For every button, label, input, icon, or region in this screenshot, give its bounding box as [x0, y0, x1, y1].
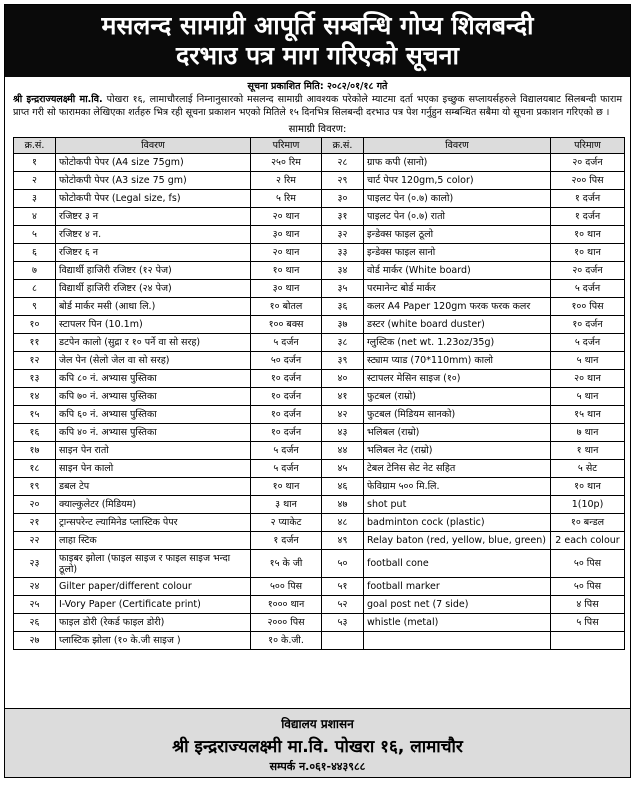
- item-number-left: २४: [14, 578, 56, 596]
- item-quantity-right: ५० पिस: [551, 550, 625, 578]
- item-description-right: इन्डेक्स फाइल सानो: [364, 244, 551, 262]
- item-quantity-left: ५ दर्जन: [251, 442, 322, 460]
- item-description-right: football cone: [364, 550, 551, 578]
- item-description-right: टेबल टेनिस सेट नेट सहित: [364, 460, 551, 478]
- footer: [5, 708, 630, 777]
- item-number-right: ३१: [322, 208, 364, 226]
- item-description-right: इन्डेक्स फाइल ठूलो: [364, 226, 551, 244]
- item-number-right: ३४: [322, 262, 364, 280]
- item-number-left: १७: [14, 442, 56, 460]
- item-quantity-right: ५ थान: [551, 388, 625, 406]
- item-quantity-right: 1(10p): [551, 496, 625, 514]
- header-description-left: विवरण: [56, 138, 251, 154]
- table-header-row: [14, 138, 625, 154]
- item-description-right: भलिबल नेट (राम्रो): [364, 442, 551, 460]
- item-number-right: ५३: [322, 614, 364, 632]
- item-description-right: परमानेन्ट बोर्ड मार्कर: [364, 280, 551, 298]
- item-quantity-right: १५ थान: [551, 406, 625, 424]
- item-quantity-left: २५० रिम: [251, 154, 322, 172]
- item-description-right: डस्टर (white board duster): [364, 316, 551, 334]
- item-number-left: ३: [14, 190, 56, 208]
- item-description-right: स्टापलर मेसिन साइज (१०): [364, 370, 551, 388]
- item-description-right: ग्राफ कपी (सानो): [364, 154, 551, 172]
- item-quantity-right: ५ पिस: [551, 614, 625, 632]
- item-quantity-left: २ प्याकेट: [251, 514, 322, 532]
- table-row: [14, 226, 625, 244]
- item-number-left: ९: [14, 298, 56, 316]
- item-quantity-left: २ रिम: [251, 172, 322, 190]
- table-row: [14, 298, 625, 316]
- item-description-left: जेल पेन (सेलो जेल वा सो सरह): [56, 352, 251, 370]
- item-quantity-right: १० थान: [551, 226, 625, 244]
- item-description-left: फाइबर झोला (फाइल साइज र फाइल साइज भन्दा ठूलो): [56, 550, 251, 578]
- table-row: [14, 496, 625, 514]
- table-row: [14, 154, 625, 172]
- item-quantity-right: १ दर्जन: [551, 208, 625, 226]
- table-row: [14, 514, 625, 532]
- item-number-left: १८: [14, 460, 56, 478]
- table-row: [14, 352, 625, 370]
- item-number-left: ७: [14, 262, 56, 280]
- item-number-right: ३३: [322, 244, 364, 262]
- item-quantity-left: २० थान: [251, 208, 322, 226]
- item-number-right: ४४: [322, 442, 364, 460]
- item-quantity-right: ५ सेट: [551, 460, 625, 478]
- item-description-left: बोर्ड मार्कर मसी (आधा लि.): [56, 298, 251, 316]
- item-description-left: ट्रान्सपरेन्ट ल्यामिनेड प्लास्टिक पेपर: [56, 514, 251, 532]
- item-description-right: shot put: [364, 496, 551, 514]
- item-number-right: ३६: [322, 298, 364, 316]
- item-number-left: ४: [14, 208, 56, 226]
- item-quantity-right: १०० पिस: [551, 298, 625, 316]
- item-description-left: प्लास्टिक झोला (१० के.जी साइज ): [56, 632, 251, 650]
- table-row: [14, 532, 625, 550]
- item-number-right: ५०: [322, 550, 364, 578]
- item-number-left: १०: [14, 316, 56, 334]
- footer-contact: सम्पर्क न.०६१-४४३९८८: [269, 760, 366, 773]
- item-number-left: २३: [14, 550, 56, 578]
- title-line-2: दरभाउ पत्र माग गरिएको सूचना: [176, 41, 459, 70]
- item-quantity-right: २० थान: [551, 370, 625, 388]
- table-row: [14, 442, 625, 460]
- item-number-left: २५: [14, 596, 56, 614]
- table-row: [14, 334, 625, 352]
- item-quantity-right: १० दर्जन: [551, 316, 625, 334]
- item-number-left: १५: [14, 406, 56, 424]
- item-quantity-left: १००० थान: [251, 596, 322, 614]
- item-number-left: १६: [14, 424, 56, 442]
- item-quantity-left: १० दर्जन: [251, 388, 322, 406]
- item-number-right: ३२: [322, 226, 364, 244]
- item-number-left: ६: [14, 244, 56, 262]
- school-name-lead: श्री इन्द्रराज्यलक्ष्मी मा.वि.: [13, 94, 103, 105]
- item-number-left: २६: [14, 614, 56, 632]
- item-quantity-left: १० दर्जन: [251, 370, 322, 388]
- item-quantity-left: १ दर्जन: [251, 532, 322, 550]
- table-row: [14, 632, 625, 650]
- item-description-right: कलर A4 Paper 120gm फरक फरक कलर: [364, 298, 551, 316]
- item-description-left: कपि ८० नं. अभ्यास पुस्तिका: [56, 370, 251, 388]
- item-quantity-right: २० दर्जन: [551, 154, 625, 172]
- table-row: [14, 262, 625, 280]
- item-number-right: ४९: [322, 532, 364, 550]
- item-number-right: ४६: [322, 478, 364, 496]
- item-description-right: फेविग्राम ५०० मि.लि.: [364, 478, 551, 496]
- item-description-left: डटपेन कालो (सुद्रा र १० पर्ने वा सो सरह): [56, 334, 251, 352]
- item-number-left: २२: [14, 532, 56, 550]
- item-quantity-right: २० दर्जन: [551, 262, 625, 280]
- footer-school-name: श्री इन्द्रराज्यलक्ष्मी मा.वि. पोखरा १६, लामाचौर: [172, 737, 463, 757]
- header-quantity-right: परिमाण: [551, 138, 625, 154]
- item-quantity-right: १० थान: [551, 478, 625, 496]
- item-description-right: वोर्ड मार्कर (White board): [364, 262, 551, 280]
- item-number-right: ४५: [322, 460, 364, 478]
- title-banner: [5, 5, 630, 77]
- item-description-right: चार्ट पेपर 120gm,5 color): [364, 172, 551, 190]
- item-description-right: football marker: [364, 578, 551, 596]
- item-quantity-left: १० दर्जन: [251, 406, 322, 424]
- item-number-right: [322, 632, 364, 650]
- item-quantity-left: १० बोतल: [251, 298, 322, 316]
- table-row: [14, 460, 625, 478]
- table-row: [14, 370, 625, 388]
- table-row: [14, 550, 625, 578]
- notice-page: [4, 4, 631, 778]
- item-quantity-left: ३० थान: [251, 280, 322, 298]
- table-row: [14, 388, 625, 406]
- item-description-right: फुटबल (मिडियम सानको): [364, 406, 551, 424]
- item-number-left: १३: [14, 370, 56, 388]
- item-number-left: २१: [14, 514, 56, 532]
- table-row: [14, 578, 625, 596]
- item-number-left: १४: [14, 388, 56, 406]
- item-quantity-right: १० बन्डल: [551, 514, 625, 532]
- item-description-right: whistle (metal): [364, 614, 551, 632]
- footer-office: विद्यालय प्रशासन: [281, 717, 354, 731]
- item-description-left: रजिष्टर ६ न: [56, 244, 251, 262]
- item-number-left: २७: [14, 632, 56, 650]
- item-quantity-right: ४ पिस: [551, 596, 625, 614]
- item-description-left: फोटोकपी पेपर (Legal size, fs): [56, 190, 251, 208]
- notice-text: [5, 77, 630, 119]
- item-number-right: ४३: [322, 424, 364, 442]
- item-number-right: ४८: [322, 514, 364, 532]
- item-quantity-left: २० थान: [251, 244, 322, 262]
- table-row: [14, 280, 625, 298]
- item-description-left: रजिष्टर ४ न.: [56, 226, 251, 244]
- item-description-left: I-Vory Paper (Certificate print): [56, 596, 251, 614]
- item-quantity-left: १० के.जी.: [251, 632, 322, 650]
- item-number-right: ३७: [322, 316, 364, 334]
- header-sn-right: क्र.सं.: [322, 138, 364, 154]
- item-quantity-left: ५० दर्जन: [251, 352, 322, 370]
- item-quantity-left: १५ के जी: [251, 550, 322, 578]
- item-quantity-right: ७ थान: [551, 424, 625, 442]
- item-quantity-left: ५ दर्जन: [251, 460, 322, 478]
- item-number-right: ५१: [322, 578, 364, 596]
- item-description-left: साइन पेन कालो: [56, 460, 251, 478]
- header-quantity-left: परिमाण: [251, 138, 322, 154]
- item-quantity-left: १० थान: [251, 262, 322, 280]
- item-quantity-right: १० थान: [551, 244, 625, 262]
- item-number-right: ३९: [322, 352, 364, 370]
- item-quantity-left: १० थान: [251, 478, 322, 496]
- item-description-right: ग्लुस्टिक (net wt. 1.23oz/35g): [364, 334, 551, 352]
- item-description-right: goal post net (7 side): [364, 596, 551, 614]
- item-description-left: फोटोकपी पेपर (A3 size 75 gm): [56, 172, 251, 190]
- item-number-left: २: [14, 172, 56, 190]
- materials-table: [13, 137, 625, 650]
- item-description-right: Relay baton (red, yellow, blue, green): [364, 532, 551, 550]
- publish-date: सूचना प्रकाशित मिति: २०८२/०१/१८ गते: [247, 81, 388, 92]
- item-description-left: डबल टेप: [56, 478, 251, 496]
- table-row: [14, 614, 625, 632]
- item-quantity-right: १ थान: [551, 442, 625, 460]
- item-description-left: Gilter paper/different colour: [56, 578, 251, 596]
- item-number-left: ११: [14, 334, 56, 352]
- item-description-right: पाइलट पेन (०.७) रातो: [364, 208, 551, 226]
- item-number-left: १२: [14, 352, 56, 370]
- item-number-right: २९: [322, 172, 364, 190]
- item-number-left: ५: [14, 226, 56, 244]
- item-description-right: badminton cock (plastic): [364, 514, 551, 532]
- item-description-right: [364, 632, 551, 650]
- item-number-right: २८: [322, 154, 364, 172]
- item-description-right: स्ट्याम प्याड (70*110mm) कालो: [364, 352, 551, 370]
- item-quantity-left: ५ रिम: [251, 190, 322, 208]
- item-number-left: ८: [14, 280, 56, 298]
- item-number-right: ४०: [322, 370, 364, 388]
- notice-body-text: पोखरा १६, लामाचौरलाई निम्नानुसारको मसलन्द सामाग्री आवश्यक परेकोले म्याटमा दर्ता भएका इच्छुक सप्लायर्सहरुले विद्यालयबाट सिलबन्दी फाराम प्राप्त गरी सो फारामका लेखिएका शर्तहरु भित्र रही सूचना प्रकाशन भएको मितिले १५ दिनभित्र सिलबन्दी दरभाउ पत्र पेश गर्नुहुन सम्बन्धित सबैमा यो सूचना प्रकाशन गरिएको छ ।: [13, 94, 622, 118]
- item-description-left: स्टापलर पिन (10.1m): [56, 316, 251, 334]
- item-quantity-right: १ दर्जन: [551, 190, 625, 208]
- table-row: [14, 424, 625, 442]
- item-number-left: १९: [14, 478, 56, 496]
- item-number-right: ५२: [322, 596, 364, 614]
- item-description-left: क्याल्कुलेटर (मिडियम): [56, 496, 251, 514]
- header-sn-left: क्र.सं.: [14, 138, 56, 154]
- item-description-left: साइन पेन रातो: [56, 442, 251, 460]
- item-number-left: १: [14, 154, 56, 172]
- item-description-left: कपि ६० नं. अभ्यास पुस्तिका: [56, 406, 251, 424]
- item-description-left: लाहा स्टिक: [56, 532, 251, 550]
- item-quantity-left: १०० बक्स: [251, 316, 322, 334]
- item-quantity-right: [551, 632, 625, 650]
- item-quantity-right: ५० पिस: [551, 578, 625, 596]
- table-row: [14, 478, 625, 496]
- item-description-left: रजिष्टर ३ न: [56, 208, 251, 226]
- item-quantity-right: 2 each colour: [551, 532, 625, 550]
- table-row: [14, 406, 625, 424]
- header-description-right: विवरण: [364, 138, 551, 154]
- notice-body: [13, 93, 622, 119]
- item-number-left: २०: [14, 496, 56, 514]
- item-quantity-left: ५ दर्जन: [251, 334, 322, 352]
- item-description-right: फुटबल (राम्रो): [364, 388, 551, 406]
- item-number-right: ४२: [322, 406, 364, 424]
- item-description-left: विद्यार्थी हाजिरी रजिष्टर (१२ पेज): [56, 262, 251, 280]
- item-quantity-left: ३० थान: [251, 226, 322, 244]
- item-description-left: विद्यार्थी हाजिरी रजिष्टर (२४ पेज): [56, 280, 251, 298]
- item-description-left: फोटोकपी पेपर (A4 size 75gm): [56, 154, 251, 172]
- item-number-right: ४१: [322, 388, 364, 406]
- item-description-left: कपि ४० नं. अभ्यास पुस्तिका: [56, 424, 251, 442]
- item-quantity-right: ५ थान: [551, 352, 625, 370]
- title-line-1: मसलन्द सामाग्री आपूर्ति सम्बन्धि गोप्य शिलबन्दी: [101, 11, 534, 40]
- item-quantity-left: २००० पिस: [251, 614, 322, 632]
- item-quantity-left: १० दर्जन: [251, 424, 322, 442]
- item-description-right: भलिबल (राम्रो): [364, 424, 551, 442]
- item-description-left: कपि ७० नं. अभ्यास पुस्तिका: [56, 388, 251, 406]
- item-quantity-right: २०० पिस: [551, 172, 625, 190]
- item-quantity-left: ५०० पिस: [251, 578, 322, 596]
- item-description-right: पाइलट पेन (०.७) कालो): [364, 190, 551, 208]
- materials-subheading: सामाग्री विवरण:: [288, 124, 347, 135]
- table-row: [14, 172, 625, 190]
- table-row: [14, 596, 625, 614]
- table-row: [14, 244, 625, 262]
- item-quantity-left: ३ थान: [251, 496, 322, 514]
- item-description-left: फाइल डोरी (रेकर्ड फाइल डोरी): [56, 614, 251, 632]
- table-row: [14, 316, 625, 334]
- item-quantity-right: ५ दर्जन: [551, 280, 625, 298]
- item-number-right: ४७: [322, 496, 364, 514]
- item-number-right: ३८: [322, 334, 364, 352]
- table-row: [14, 190, 625, 208]
- item-number-right: ३५: [322, 280, 364, 298]
- table-row: [14, 208, 625, 226]
- item-quantity-right: ५ दर्जन: [551, 334, 625, 352]
- item-number-right: ३०: [322, 190, 364, 208]
